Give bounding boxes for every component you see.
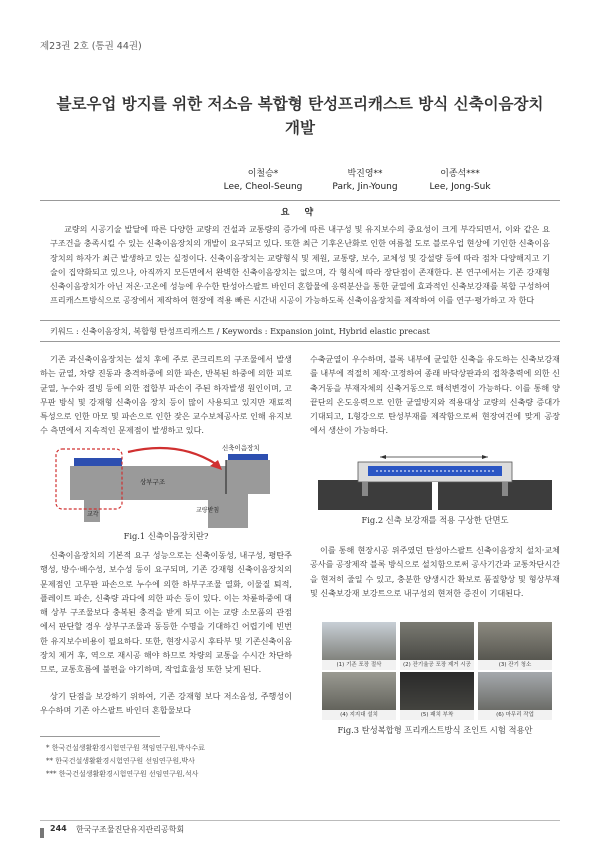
issue-header: 제23권 2호 (통권 44권) [40,41,142,52]
fig3-photo-grid [322,622,552,720]
fig1-diagram [48,444,288,532]
footer-rule [40,820,560,821]
fig1-girder-label: 상부구조 [140,478,166,486]
body-left-para3: 상기 단점을 보강하기 위하여, 기존 강재형 보다 저소음성, 주행성이 우수하며 기존 아스팔트 바인더 혼합물보다 [40,691,292,716]
abstract-text: 교량의 시공기술 발달에 따른 다양한 교량의 건설과 교통량의 증가에 따른 내구성 및 유지보수의 중요성이 크게 부각되면서, 이와 같은 요구조건을 충족시킬 수 있는 신축이음장치의 개발이 요구되고 있다. 또한 최근 기후온난화로 인한 여름철 도로 블로우업 현상에 기인한 신축이음장치의 하자가 최근 발생하고 있는 실정이다. 신축이음장치는 교량형식 및 제원, 교통량, 보수, 교체성 및 강설량 등에 따라 점차 다양해지고 기술이 집약화되고 있으나, 아직까지 모든면에서 완벽한 신축이음장치는 없으며, 각 형식에 따라 장단점이 존재한다. 본 연구에서는 기존 강재형 신축이음장치가 아닌 저온·고온에 성능에 우수한 탄성아스팔트 바인더 혼합물에 응력분산을 통한 균열에 효과적인 신축보강재를 복합 구성하여 프리캐스트방식으로 공장에서 제작하여 현장에 적용 빠른 시간내 시공이 가능하도록 신축이음장치를 제작하여 이를 연구·평가하고 자 한다 [50,224,550,306]
footnote-3: *** 한국건설생활환경시험연구원 선임연구원,석사 [46,770,199,778]
fig3-photo-5 [400,672,474,720]
author-2-ko: 박진영** [347,169,383,179]
fig1-pier-label: 교각 [87,511,99,518]
fig3-photo-4-label: (4) 지지대 설치 [322,710,396,720]
author-1-en: Lee, Cheol-Seung [223,182,303,192]
fig3-photo-2-label: (2) 잔기율공 포장 제거 시공 [400,660,474,670]
abstract-heading: 요 약 [280,208,320,218]
fig3-photo-3 [478,622,552,670]
body-right-para1: 수축균열이 우수하며, 블록 내부에 균일한 신축을 유도하는 신축보강재를 내부에 적절히 제작·고정하여 종래 바닥상판과의 접착충력에 의한 신축거동을 부재자체의 신축거동으로 해석변경이 가능하다. 이를 통해 양 끝단의 온도응력으로 인한 균열방지와 적용대상 교량의 신축량 증대가 기대되고, L형강으로 탄성부재를 제작함으로써 현장여건에 맞게 공장에서 생산이 가능하다. [310,354,560,436]
body-right-para2: 이를 통해 현장시공 위주였던 탄성아스팔트 신축이음장치 설치·교체공사를 공장제작 블록 방식으로 설치함으로써 공사기간과 교통차단시간을 현저히 줄일 수 있고, 충분한 양생시간 확보로 품질향상 및 형상부재 및 신축보강재 보강트으로 내구성의 현저한 증진이 기대된다. [310,545,560,598]
author-1 [208,166,318,192]
fig2-cross-section [318,452,552,510]
body-left-para1: 기존 과신축이음장치는 설치 후에 주로 콘크리트의 구조물에서 발생하는 균열, 차량 진동과 충격하중에 의한 파손, 반복된 하중에 의한 피로균열, 누수와 결빙 등에 의한 접합부 파손이 주된 하자발생 원인이며, 고무판 방식 및 강재형 신축이음 장치 등이 많이 사용되고 있지만 재료적 특성으로 인한 마모 및 파손으로 인한 잦은 교수보체공사로 인해 유지보수 측면에서 지속적인 문제점이 발생하고 있다. [40,354,292,436]
author-2 [315,166,415,192]
body-left-para2: 신축이음장치의 기본적 요구 성능으로는 신축이동성, 내구성, 평탄주행성, 방수·배수성, 보수성 등이 요구되며, 기존 강재형 신축이음장치의 문제점인 고무판 파손으로 누수에 의한 하부구조물 열화, 이물질 퇴적, 플레이트 파손, 신축량 과다에 의한 파손 등이 있다. 이는 차륜하중에 대해 상부 구조물보다 충복된 충격을 받게 되고 이는 교량 소모품의 관점에서 판단할 경우 상부구조물과 동등한 수명을 기대하긴 어렵기에 빈번한 유지보수비용이 필요하다. 또한, 현장시공시 후타부 및 기존신축이음장치 제거 후, 역으로 재시공 해야 하므로 차량의 교통을 수시간 차단하므로, 교통흐름에 불편을 야기하며, 작업효율성 또한 낮게 된다. [40,550,292,675]
author-3-en: Lee, Jong-Suk [429,182,491,192]
author-3 [410,166,510,192]
fig3-photo-3-label: (3) 잔기 청소 [478,660,552,670]
abstract-mid-rule [40,320,560,321]
page-marker [40,828,44,838]
author-2-en: Park, Jin-Young [332,182,398,192]
author-3-ko: 이종석*** [440,169,480,179]
fig1-caption: Fig.1 신축이음장치란? [123,531,209,541]
fig3-photo-4 [322,672,396,720]
fig2-caption: Fig.2 신축 보강재를 적용 구상한 단면도 [361,515,509,525]
author-1-ko: 이철승* [247,169,279,179]
abstract-bottom-rule [40,341,560,342]
fig3-photo-6-label: (6) 마무리 작업 [478,710,552,720]
footnote-1: * 한국건설생활환경시험연구원 책임연구원,박사수료 [46,744,205,752]
fig3-photo-1-label: (1) 기존 포장 절삭 [322,660,396,670]
fig1-joint-label: 신축이음장치 [222,444,260,452]
footnote-rule [40,736,160,737]
keywords: 키워드 : 신축이음장치, 복합형 탄성프리캐스트 / Keywords : Expansion joint, Hybrid elastic precast [50,326,430,336]
fig3-photo-5-label: (5) 패치 부착 [400,710,474,720]
fig1-bearing-label: 교량받침 [196,507,220,514]
footnote-2: ** 한국건설생활환경시험연구원 선임연구원,박사 [46,757,195,765]
paper-title-line1: 블로우업 방지를 위한 저소음 복합형 탄성프리캐스트 방식 신축이음장치 [56,95,544,113]
journal-name: 한국구조물진단유지관리공학회 [76,825,185,834]
fig3-caption: Fig.3 탄성복합형 프리캐스트방식 조인트 시험 적용안 [337,725,533,735]
abstract-top-rule [40,200,560,201]
fig3-photo-6 [478,672,552,720]
page-number: 244 [50,824,67,833]
paper-title-line2: 개발 [285,119,315,137]
fig3-photo-1 [322,622,396,670]
fig3-photo-2 [400,622,474,670]
